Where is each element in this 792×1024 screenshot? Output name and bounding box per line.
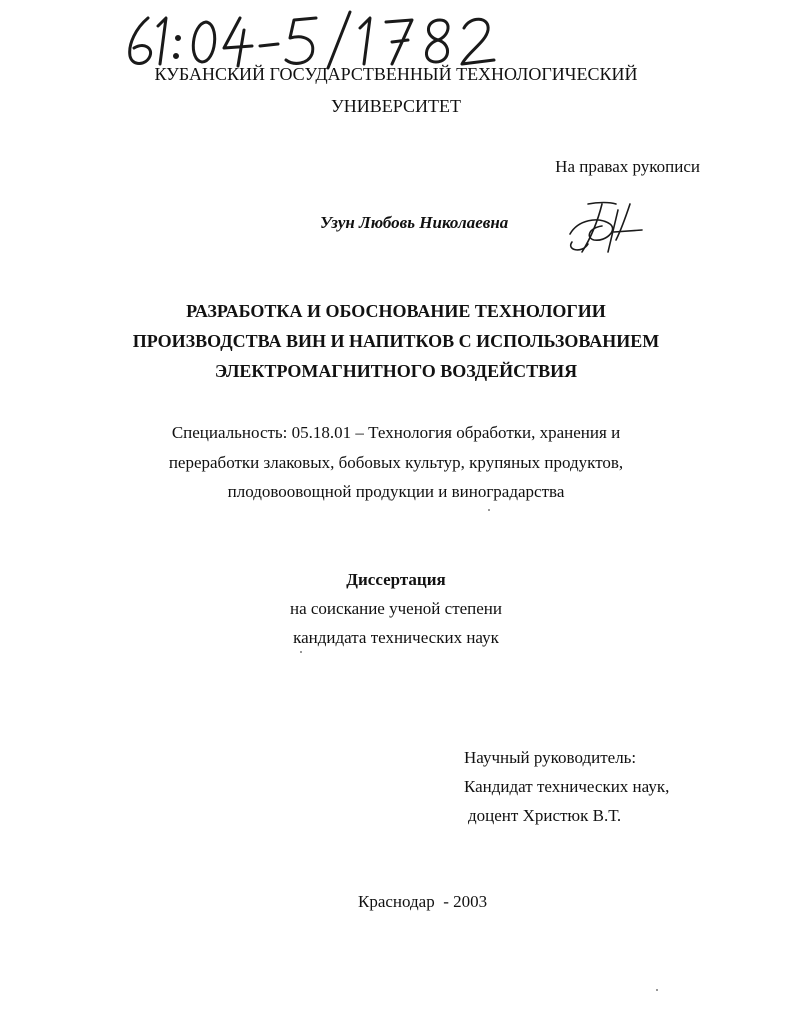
specialty-line1: Специальность: 05.18.01 – Технология обработки, хранения и [171, 423, 621, 442]
dissertation-heading: Диссертация [346, 570, 446, 589]
specialty-line2: переработки злаковых, бобовых культур, крупяных продуктов, [168, 453, 624, 472]
institution-line2: УНИВЕРСИТЕТ [331, 96, 461, 116]
scan-speck [656, 989, 658, 991]
supervisor-degree: Кандидат технических наук, [464, 777, 670, 796]
author-name: Узун Любовь Николаевна [320, 213, 509, 232]
supervisor-label: Научный руководитель: [464, 748, 637, 767]
title-line1: РАЗРАБОТКА И ОБОСНОВАНИЕ ТЕХНОЛОГИИ [186, 301, 606, 321]
scan-speck [300, 651, 302, 653]
city-year: Краснодар - 2003 [358, 892, 488, 911]
title-line3: ЭЛЕКТРОМАГНИТНОГО ВОЗДЕЙСТВИЯ [214, 361, 578, 381]
scan-speck [488, 509, 490, 511]
signature-image [558, 196, 658, 260]
dissertation-line2: кандидата технических наук [293, 628, 499, 647]
institution-line1: КУБАНСКИЙ ГОСУДАРСТВЕННЫЙ ТЕХНОЛОГИЧЕСКИЙ [154, 64, 638, 84]
dissertation-line1: на соискание ученой степени [289, 599, 503, 618]
specialty-line3: плодовоовощной продукции и виноградарства [227, 482, 565, 501]
title-line2: ПРОИЗВОДСТВА ВИН И НАПИТКОВ С ИСПОЛЬЗОВАНИЕМ [132, 331, 660, 351]
supervisor-name: доцент Христюк В.Т. [468, 806, 622, 825]
handwritten-archive-number [118, 8, 508, 70]
rights-note: На правах рукописи [555, 157, 700, 176]
